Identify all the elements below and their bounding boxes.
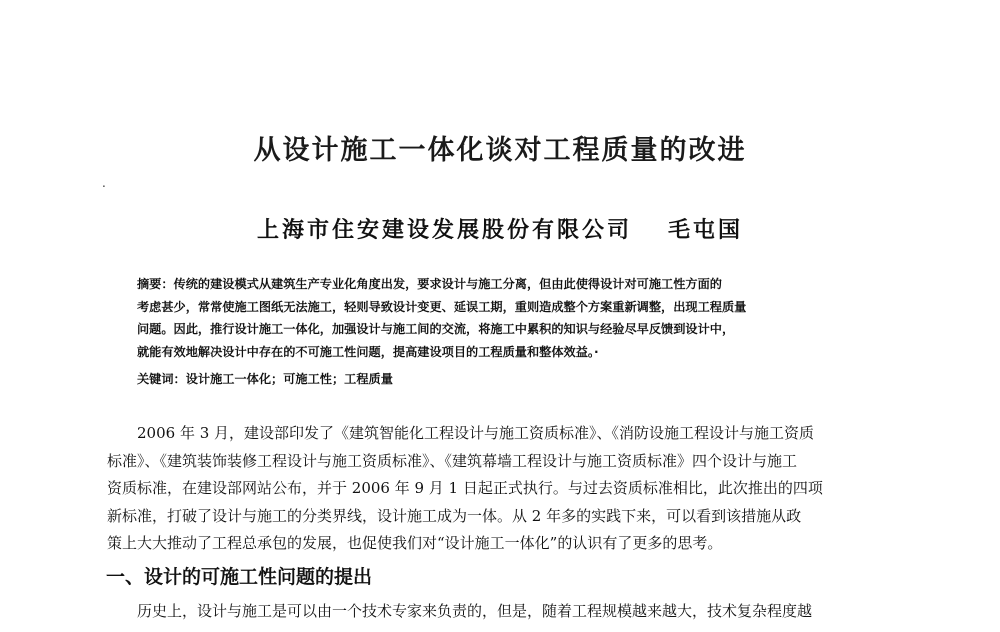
abstract-line: 问题。因此，推行设计施工一体化，加强设计与施工间的交流，将施工中累积的知识与经验尽早反馈到设计中， — [137, 322, 735, 336]
abstract — [137, 273, 867, 363]
affiliation: 上海市住安建设发展股份有限公司 — [256, 217, 632, 243]
section-heading: 一、设计的可施工性问题的提出 — [106, 566, 373, 588]
keywords: 关键词：设计施工一体化；可施工性；工程质量 — [137, 372, 393, 386]
author-line — [0, 213, 1000, 244]
author-name: 毛屯国 — [668, 217, 744, 243]
body-line: 资质标准，在建设部网站公布，并于 2006 年 9 月 1 日起正式执行。与过去资质标准相比，此次推出的四项 — [107, 479, 823, 497]
body-paragraph — [107, 420, 907, 558]
body-line: 新标准，打破了设计与施工的分类界线，设计施工成为一体。从 2 年多的实践下来，可以看到该措施从政 — [107, 506, 802, 525]
abstract-line: 摘要：传统的建设模式从建筑生产专业化角度出发，要求设计与施工分离，但由此使得设计对可施工性方面的 — [137, 277, 722, 291]
body-line: 2006 年 3 月，建设部印发了《建筑智能化工程设计与施工资质标准》、《消防设施工程设计与施工资质 — [107, 424, 815, 442]
body-line-partial: 历史上，设计与施工是可以由一个技术专家来负责的，但是，随着工程规模越来越大，技术复杂程度越 — [107, 602, 813, 620]
stray-dot: . — [102, 176, 106, 190]
abstract-line: 考虑甚少，常常使施工图纸无法施工，轻则导致设计变更、延误工期，重则造成整个方案重新调整，出现工程质量 — [137, 299, 747, 314]
abstract-line: 就能有效地解决设计中存在的不可施工性问题，提高建设项目的工程质量和整体效益。· — [137, 344, 599, 359]
paper-title: 从设计施工一体化谈对工程质量的改进 — [253, 135, 747, 166]
body-line: 标准》、《建筑装饰装修工程设计与施工资质标准》、《建筑幕墙工程设计与施工资质标准》四个设计与施工 — [107, 451, 798, 470]
body-line: 策上大大推动了工程总承包的发展，也促使我们对“设计施工一体化”的认识有了更多的思考。 — [107, 534, 723, 552]
